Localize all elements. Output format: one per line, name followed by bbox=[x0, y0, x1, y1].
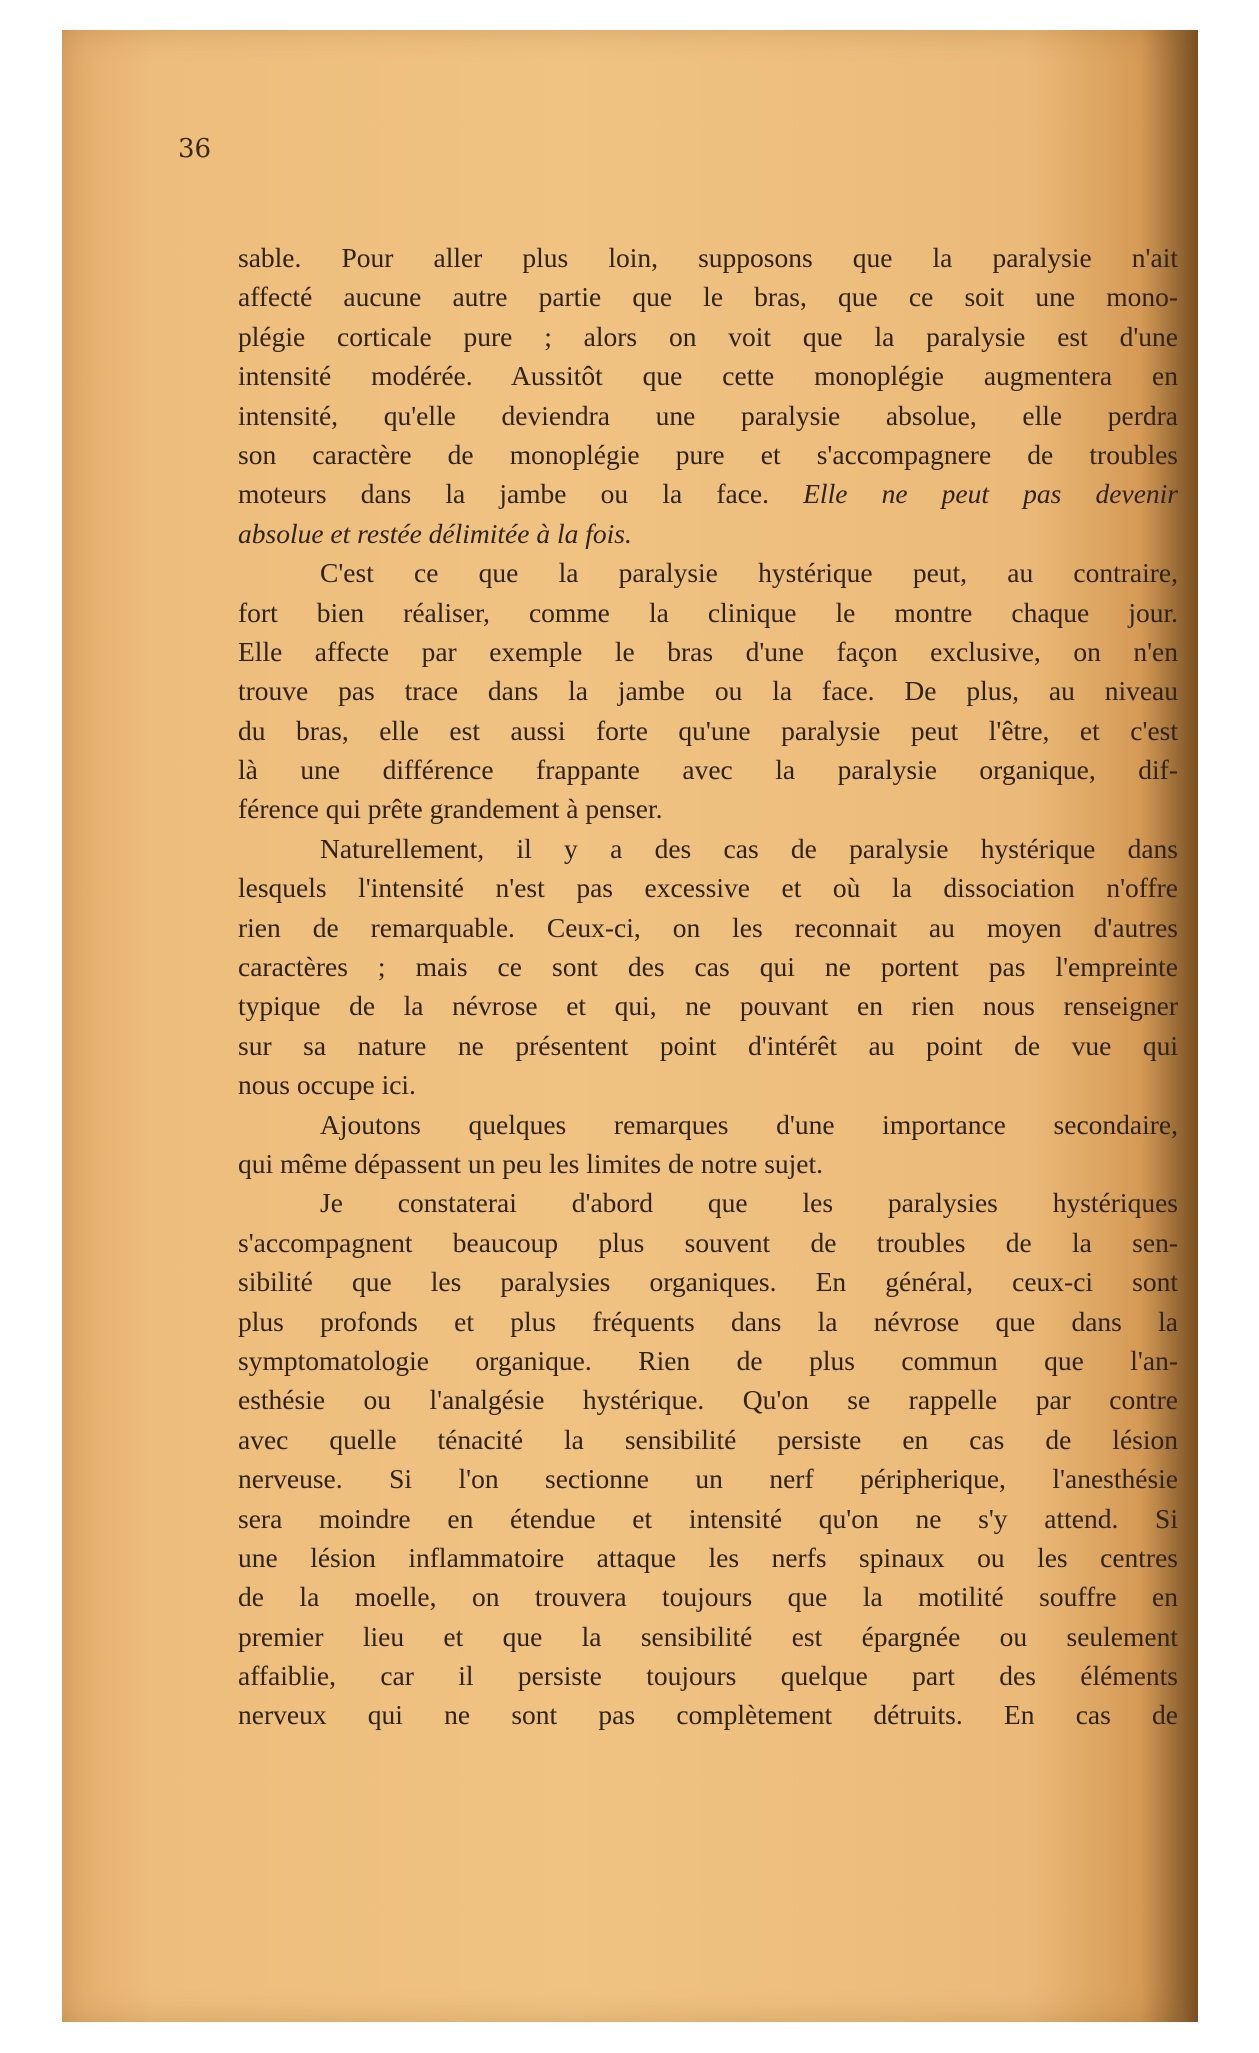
line-text: intensité modérée. Aussitôt que cette monoplégie augmentera en bbox=[238, 360, 1178, 392]
italic-text: absolue et restée délimitée à la fois. bbox=[238, 517, 632, 549]
text-line bbox=[238, 553, 1178, 592]
text-line bbox=[238, 1065, 1178, 1104]
text-line bbox=[238, 750, 1178, 789]
line-text: s'accompagnent beaucoup plus souvent de troubles de la sen- bbox=[238, 1226, 1178, 1258]
line-text: esthésie ou l'analgésie hystérique. Qu'on se rappelle par contre bbox=[238, 1384, 1178, 1416]
text-line bbox=[238, 986, 1178, 1025]
line-text: nerveuse. Si l'on sectionne un nerf péripherique, l'anesthésie bbox=[238, 1463, 1178, 1495]
line-text: sable. Pour aller plus loin, supposons que la paralysie n'ait bbox=[238, 242, 1178, 273]
line-text: Naturellement, il y a des cas de paralysie hystérique dans bbox=[320, 832, 1178, 864]
line-text: intensité, qu'elle deviendra une paralysie absolue, elle perdra bbox=[238, 399, 1178, 431]
body-text bbox=[238, 238, 1178, 1735]
line-text: son caractère de monoplégie pure et s'accompagnere de troubles bbox=[238, 438, 1178, 470]
text-line bbox=[238, 1026, 1178, 1065]
line-text: sibilité que les paralysies organiques. En général, ceux-ci sont bbox=[238, 1266, 1178, 1298]
line-text: trouve pas trace dans la jambe ou la face. De plus, au niveau bbox=[238, 675, 1178, 707]
line-text: qui même dépassent un peu les limites de notre sujet. bbox=[238, 1147, 824, 1179]
line-text: Ajoutons quelques remarques d'une importance secondaire, bbox=[320, 1108, 1178, 1140]
text-line bbox=[238, 1499, 1178, 1538]
line-text: rien de remarquable. Ceux-ci, on les reconnait au moyen d'autres bbox=[238, 911, 1178, 943]
line-text: C'est ce que la paralysie hystérique peut, au contraire, bbox=[320, 557, 1178, 589]
text-line bbox=[238, 474, 1178, 513]
line-text: plus profonds et plus fréquents dans la névrose que dans la bbox=[238, 1305, 1178, 1337]
line-text: lesquels l'intensité n'est pas excessive et où la dissociation n'offre bbox=[238, 872, 1178, 904]
text-line bbox=[238, 947, 1178, 986]
text-line bbox=[238, 1420, 1178, 1459]
italic-text: Elle ne peut pas devenir bbox=[803, 478, 1178, 510]
text-line bbox=[238, 789, 1178, 828]
text-line bbox=[238, 356, 1178, 395]
line-text: Je constaterai d'abord que les paralysies hystériques bbox=[320, 1187, 1178, 1219]
text-line bbox=[238, 1577, 1178, 1616]
text-line bbox=[238, 238, 1178, 277]
text-line bbox=[238, 514, 1178, 553]
text-line bbox=[238, 1262, 1178, 1301]
line-text: fort bien réaliser, comme la clinique le montre chaque jour. bbox=[238, 596, 1178, 628]
text-line bbox=[238, 671, 1178, 710]
text-line bbox=[238, 435, 1178, 474]
text-line bbox=[238, 1105, 1178, 1144]
line-text: sur sa nature ne présentent point d'intérêt au point de vue qui bbox=[238, 1029, 1178, 1061]
text-line bbox=[238, 1223, 1178, 1262]
line-text: symptomatologie organique. Rien de plus commun que l'an- bbox=[238, 1344, 1178, 1376]
text-line bbox=[238, 1380, 1178, 1419]
text-line bbox=[238, 1459, 1178, 1498]
text-line bbox=[238, 1617, 1178, 1656]
line-text: premier lieu et que la sensibilité est épargnée ou seulement bbox=[238, 1620, 1178, 1652]
text-line bbox=[238, 711, 1178, 750]
text-line bbox=[238, 593, 1178, 632]
line-text: typique de la névrose et qui, ne pouvant en rien nous renseigner bbox=[238, 990, 1178, 1022]
line-text: affaiblie, car il persiste toujours quelque part des éléments bbox=[238, 1660, 1178, 1692]
line-text: moteurs dans la jambe ou la face. bbox=[238, 478, 769, 510]
line-text: plégie corticale pure ; alors on voit que la paralysie est d'une bbox=[238, 320, 1178, 352]
line-text: caractères ; mais ce sont des cas qui ne portent pas l'empreinte bbox=[238, 951, 1178, 983]
text-line bbox=[238, 1341, 1178, 1380]
line-text: Elle affecte par exemple le bras d'une façon exclusive, on n'en bbox=[238, 635, 1178, 667]
text-line bbox=[238, 1538, 1178, 1577]
text-line bbox=[238, 868, 1178, 907]
line-text: affecté aucune autre partie que le bras, que ce soit une mono- bbox=[238, 281, 1178, 313]
text-line bbox=[238, 1144, 1178, 1183]
text-line bbox=[238, 632, 1178, 671]
line-text: là une différence frappante avec la paralysie organique, dif- bbox=[238, 754, 1178, 786]
text-line bbox=[238, 1695, 1178, 1734]
text-line bbox=[238, 829, 1178, 868]
line-text: nous occupe ici. bbox=[238, 1069, 416, 1101]
line-text: nerveux qui ne sont pas complètement détruits. En cas de bbox=[238, 1699, 1178, 1731]
text-line bbox=[238, 396, 1178, 435]
line-text: de la moelle, on trouvera toujours que la motilité souffre en bbox=[238, 1581, 1178, 1613]
text-line bbox=[238, 1656, 1178, 1695]
line-text: du bras, elle est aussi forte qu'une paralysie peut l'être, et c'est bbox=[238, 714, 1178, 746]
page-number: 36 bbox=[178, 134, 212, 164]
line-text: sera moindre en étendue et intensité qu'on ne s'y attend. Si bbox=[238, 1502, 1178, 1534]
line-text: férence qui prête grandement à penser. bbox=[238, 793, 663, 825]
text-line bbox=[238, 277, 1178, 316]
line-text: une lésion inflammatoire attaque les nerfs spinaux ou les centres bbox=[238, 1541, 1178, 1573]
text-line bbox=[238, 1183, 1178, 1222]
line-text: avec quelle ténacité la sensibilité persiste en cas de lésion bbox=[238, 1423, 1178, 1455]
text-line bbox=[238, 1302, 1178, 1341]
text-line bbox=[238, 317, 1178, 356]
text-line bbox=[238, 908, 1178, 947]
